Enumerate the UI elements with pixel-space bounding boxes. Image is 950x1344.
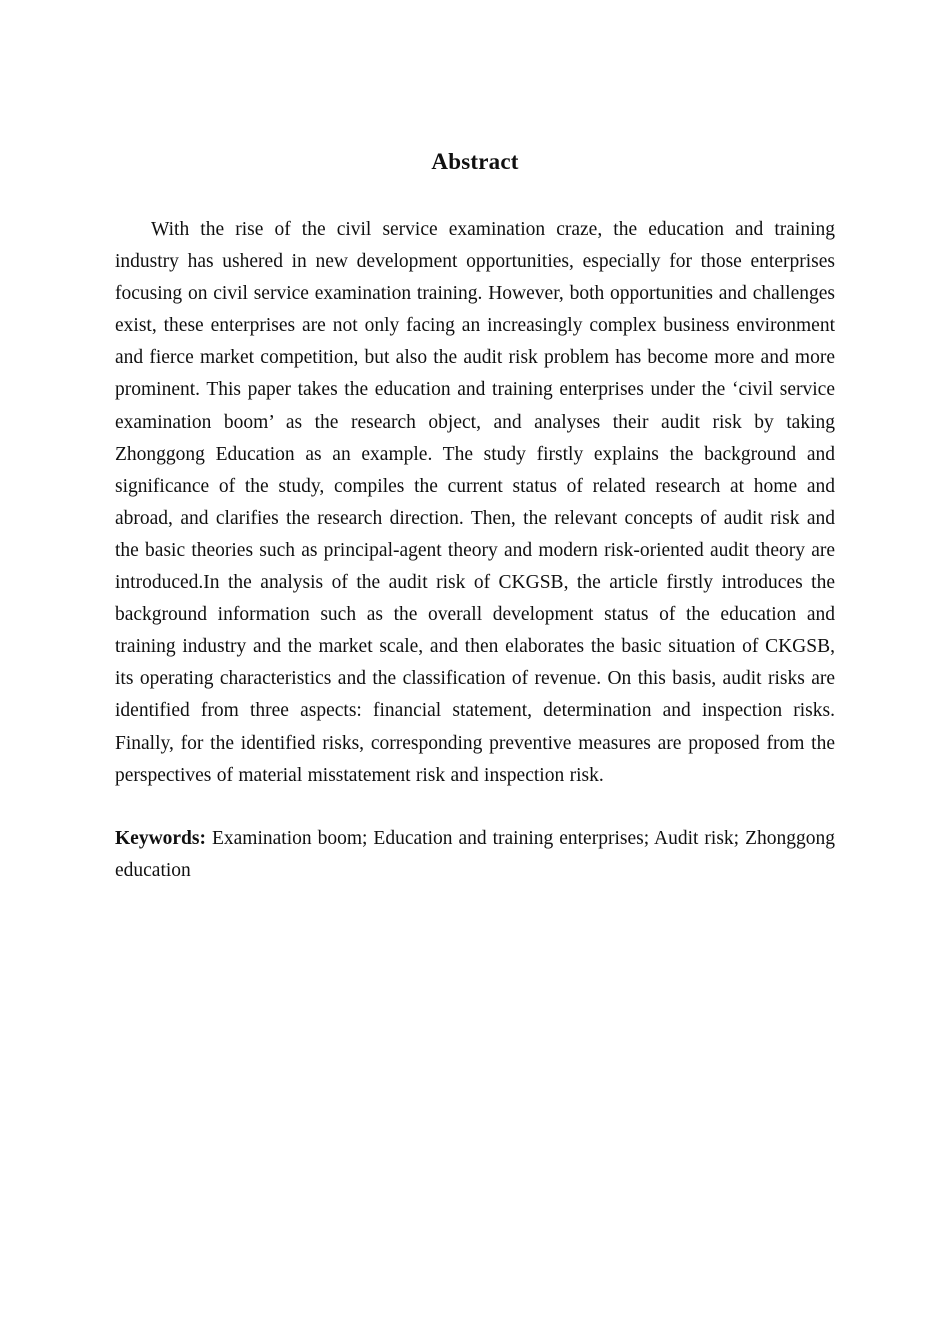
keywords-label: Keywords: — [115, 827, 206, 849]
keywords-paragraph — [115, 823, 835, 887]
abstract-paragraph: With the rise of the civil service examination craze, the education and training industry has ushered in new development opportunities, especially for those enterprises focusing on civil service examination training. However, both opportunities and challenges exist, these enterprises are not only facing an increasingly complex business environment and fierce market competition, but also the audit risk problem has become more and more prominent. This paper takes the education and training enterprises under the ‘civil service examination boom’ as the research object, and analyses their audit risk by taking Zhonggong Education as an example. The study firstly explains the background and significance of the study, compiles the current status of related research at home and abroad, and clarifies the research direction. Then, the relevant concepts of audit risk and the basic theories such as principal-agent theory and modern risk-oriented audit theory are introduced.In the analysis of the audit risk of CKGSB, the article firstly introduces the background information such as the overall development status of the education and training industry and the market scale, and then elaborates the basic situation of CKGSB, its operating characteristics and the classification of revenue. On this basis, audit risks are identified from three aspects: financial statement, determination and inspection risks. Finally, for the identified risks, corresponding preventive measures are proposed from the perspectives of material misstatement risk and inspection risk. — [115, 219, 835, 786]
page-title: Abstract — [431, 149, 519, 174]
keywords-text: Examination boom; Education and training enterprises; Audit risk; Zhonggong education — [115, 827, 835, 881]
